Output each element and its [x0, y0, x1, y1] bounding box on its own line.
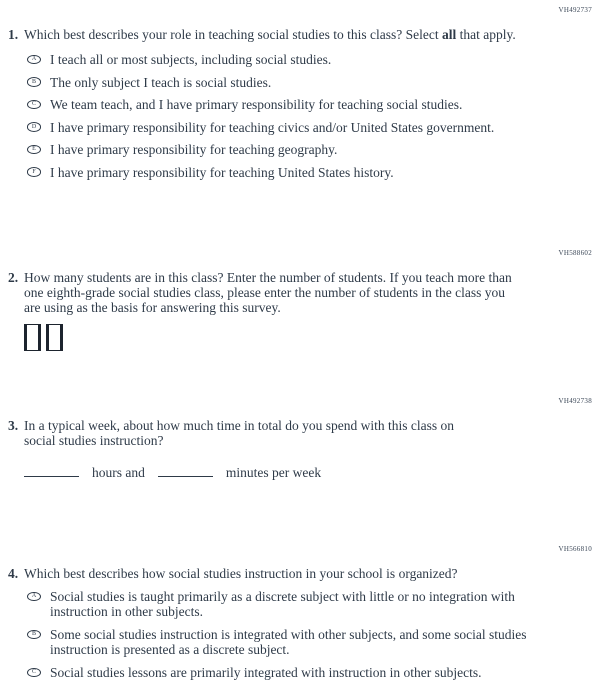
- digit-box-ones[interactable]: [46, 324, 63, 351]
- question-3: [8, 418, 486, 480]
- time-entry-row: [24, 465, 486, 480]
- question-2: [8, 270, 524, 351]
- question-prompt: Which best describes how social studies instruction in your school is organized?: [24, 566, 458, 581]
- option-label: I have primary responsibility for teaching geography.: [50, 142, 338, 157]
- option-bubble-icon[interactable]: [27, 145, 41, 155]
- prompt-text: Which best describes your role in teaching social studies to this class? Select: [24, 27, 443, 42]
- option-bubble-icon[interactable]: [27, 630, 41, 640]
- option-row-f[interactable]: [24, 165, 516, 180]
- option-row-a[interactable]: [24, 52, 516, 67]
- question-number: 4.: [8, 566, 19, 581]
- option-letter: C: [31, 669, 36, 676]
- option-label: I have primary responsibility for teaching civics and/or United States government.: [50, 119, 495, 135]
- question-prompt: In a typical week, about how much time in total do you spend with this class on social studies instruction?: [24, 418, 455, 448]
- option-letter: B: [31, 78, 36, 85]
- option-row-a[interactable]: [24, 589, 550, 619]
- question-number: 3.: [8, 418, 19, 433]
- option-label: The only subject I teach is social studies.: [50, 74, 272, 90]
- option-bubble-icon[interactable]: [27, 100, 41, 110]
- option-row-b[interactable]: [24, 75, 516, 90]
- question-prompt: [24, 27, 516, 42]
- option-bubble-icon[interactable]: [27, 167, 41, 177]
- prompt-bold-text: all: [442, 27, 457, 42]
- option-letter: C: [31, 101, 36, 108]
- option-label: I have primary responsibility for teaching United States history.: [50, 164, 394, 180]
- accession-code-q2: VH588602: [558, 249, 592, 257]
- option-letter: A: [31, 56, 37, 63]
- accession-code-q4: VH566810: [558, 545, 592, 553]
- hours-label: hours and: [92, 465, 145, 480]
- option-label: We team teach, and I have primary responsibility for teaching social studies.: [50, 97, 463, 112]
- question-prompt: How many students are in this class? Enter the number of students. If you teach more than one eighth-grade social studies class, please enter the number of students in the class you are using as the basis for answering this survey.: [24, 270, 512, 315]
- accession-code-q3: VH492738: [558, 397, 592, 405]
- prompt-text: that apply.: [456, 27, 516, 42]
- option-label: Social studies is taught primarily as a discrete subject with little or no integration with instruction in other subjects.: [50, 589, 515, 619]
- option-row-c[interactable]: [24, 97, 516, 112]
- minutes-blank[interactable]: [158, 465, 213, 477]
- accession-code-q1: VH492737: [558, 6, 592, 14]
- option-letter: A: [31, 593, 37, 600]
- option-row-b[interactable]: [24, 627, 550, 657]
- option-bubble-icon[interactable]: [27, 592, 41, 602]
- option-label: Some social studies instruction is integrated with other subjects, and some social studies instruction is presented as a discrete subject.: [50, 627, 527, 657]
- option-bubble-icon[interactable]: [27, 122, 41, 132]
- question-4: [8, 566, 550, 680]
- option-bubble-icon[interactable]: [27, 668, 41, 678]
- question-number: 1.: [8, 27, 19, 42]
- option-letter: F: [32, 168, 36, 175]
- options-list: [24, 589, 550, 680]
- digit-box-tens[interactable]: [24, 324, 41, 351]
- minutes-label: minutes per week: [225, 465, 322, 480]
- question-number: 2.: [8, 270, 19, 285]
- option-letter: E: [32, 146, 36, 153]
- options-list: [24, 52, 516, 180]
- option-label: Social studies lessons are primarily integrated with instruction in other subjects.: [50, 665, 482, 680]
- option-row-c[interactable]: [24, 665, 550, 680]
- option-letter: B: [31, 631, 36, 638]
- option-bubble-icon[interactable]: [27, 77, 41, 87]
- option-bubble-icon[interactable]: [27, 55, 41, 65]
- question-1: [8, 27, 516, 180]
- option-row-d[interactable]: [24, 120, 516, 135]
- option-row-e[interactable]: [24, 142, 516, 157]
- hours-blank[interactable]: [24, 465, 79, 477]
- option-letter: D: [31, 123, 37, 130]
- student-count-entry: [24, 324, 524, 351]
- option-label: I teach all or most subjects, including social studies.: [50, 52, 332, 67]
